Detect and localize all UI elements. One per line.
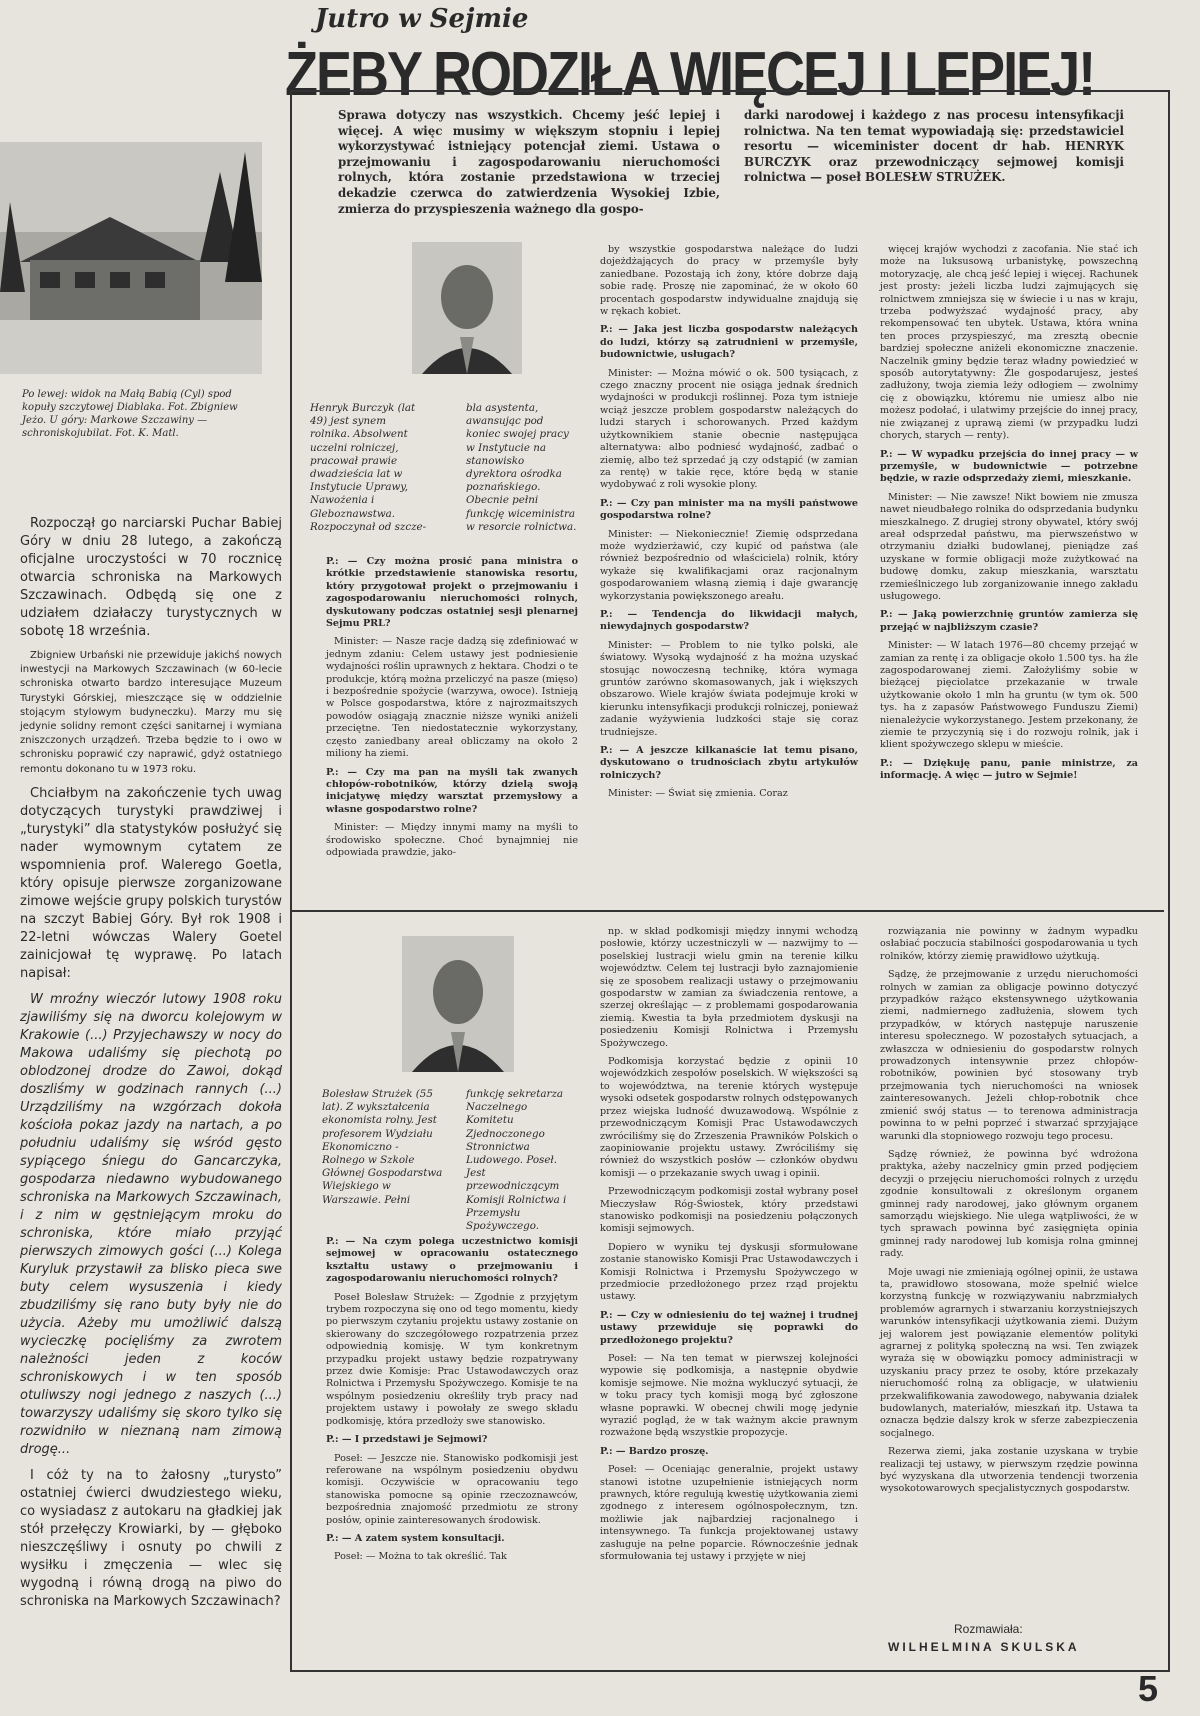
interview1-col2	[600, 244, 858, 807]
burczyk-caption-b: bla asystenta, awansując pod koniec swojej pracy w Instytucie na stanowisko dyrektora ośrodka poznańskiego. Obecnie pełni funkcję wiceministra w resorcie rolnictwa.	[466, 402, 577, 533]
left-text	[20, 515, 282, 1619]
interview2-c3-paragraph: Rezerwa ziemi, jaka zostanie uzyskana w trybie realizacji tej ustawy, w pierwszym rzędzie powinna być wyzyskana dla utworzenia tendencji tworzenia wysokotowarowych specjalistycznych gospodarstw.	[880, 1446, 1138, 1495]
interview1-c2-paragraph: Minister: — Problem to nie tylko polski, ale światowy. Wysoką wydajność z ha można uzyskać stosując nowoczesną technikę, która wymaga gruntów zarówno skomasowanych, jak i większych obszarowo. Wiele krajów świata podejmuje kroki w kierunku intensyfikacji produkcji rolniczej, ponieważ zadanie wyżywienia ludzkości staje się coraz trudniejsze.	[600, 639, 858, 738]
page-title: ŻEBY RODZIŁA WIĘCEJ I LEPIEJ!	[285, 40, 1095, 109]
interview1-c3-paragraph: P.: — W wypadku przejścia do innej pracy — w przemyśle, w budownictwie — potrzebne będzie, w razie odsprzedaży ziemi, mieszkanie.	[880, 448, 1138, 485]
interview2-c3-paragraph: Sądzę, że przejmowanie z urzędu nieruchomości rolnych w zamian za obligacje powinno dotyczyć przypadków rażąco ekstensywnego użytkowania ziemi, nadmiernego zadłużenia, słowem tych przypadków, w których następuje naruszenie interesu społecznego. W pozostałych sytuacjach, a zwłaszcza w odniesieniu do gospodarstw rolnych prowadzonych intensywnie przez chłopów-robotników, powinien być stosowany tryb przejmowania tych nieruchomości na wniosek zainteresowanych. Jeżeli chłop-robotnik chce zmienić swój status — to terenowa administracja powinna to w pełni poprzeć i stwarzać sprzyjające warunki dla stopniowego rozwoju tego procesu.	[880, 969, 1138, 1142]
interview2-c2-paragraph: Przewodniczącym podkomisji został wybrany poseł Mieczysław Róg-Świostek, który przedstawi stanowisko podkomisji na posiedzeniu połączonych komisji sejmowych.	[600, 1186, 858, 1235]
interview1-c2-paragraph: P.: — Jaka jest liczba gospodarstw należących do ludzi, którzy są zatrudnieni w przemyśle, budownictwie, usługach?	[600, 324, 858, 361]
interview1-c2-paragraph: P.: — A jeszcze kilkanaście lat temu pisano, dyskutowano o trudnościach zbytu artykułów rolniczych?	[600, 745, 858, 781]
interview1-c3-paragraph: P.: — Jaką powierzchnię gruntów zamierza się przejąć w najbliższym czasie?	[880, 609, 1138, 633]
interview2-c1-paragraph: P.: — A zatem system konsultacji.	[326, 1532, 505, 1544]
interview2-c1-paragraph: Poseł: — Można to tak określić. Tak	[334, 1551, 507, 1563]
left-p1: Rozpoczął go narciarski Puchar Babiej Góry w dniu 28 lutego, a zakończą oficjalne uroczystości w 70 rocznicę otwarcia schroniska na Markowych Szczawinach. Odbędą się one z udziałem działaczy turystycznych w sobotę 18 września.	[20, 516, 282, 639]
interview2-c2-paragraph: P.: — Bardzo proszę.	[600, 1445, 709, 1457]
left-p3: Chciałbym na zakończenie tych uwag dotyczących turystyki prawdziwej i „turystyki” dla statystyków posłużyć się nader wymownym cytatem ze wspomnienia prof. Walerego Goetla, który opisuje pierwsze zorganizowane zimowe wejście grupy polskich turystów na szczyt Babiej Góry. Był rok 1908 i 22-letni wówczas Walery Goetel zainicjował tę wyprawę. Po latach napisał:	[20, 785, 282, 981]
interview1-c3-paragraph: Minister: — Nie zawsze! Nikt bowiem nie zmusza nawet nieudbałego rolnika do odsprzedania budynku mieszkalnego. Z drugiej strony obywatel, który swój areał odsprzedał państwu, ma pierwszeństwo w otrzymaniu działki budowlanej, pieniądze zaś uzyskane w formie obligacji może zużytkować na budowę domku, zakup mieszkania, warsztatu rzemieślniczego lub zorganizowanie innego zakładu usługowego.	[880, 491, 1139, 602]
interview1-c1-paragraph: Minister: — Między innymi mamy na myśli to środowisko społeczne. Choć bynajmniej nie odpowiada prawdzie, jako-	[326, 822, 578, 858]
interview1-c1-paragraph: P.: — Czy można prosić pana ministra o krótkie przedstawienie stanowiska resortu, który przygotował projekt o przejmowaniu i zagospodarowaniu nieruchomości rolnych, dyskutowany podczas ostatniej sesji plenarnej Sejmu PRL?	[326, 556, 578, 630]
struzek-caption-b: funkcję sekretarza Naczelnego Komitetu Zjednoczonego Stronnictwa Ludowego. Poseł. Jest przewodniczącym Komisji Rolnictwa i Przemysłu Spożywczego.	[466, 1088, 567, 1233]
interview1-col1	[326, 556, 578, 865]
page-number: 5	[1138, 1668, 1159, 1709]
interview2-c3-paragraph: Moje uwagi nie zmieniają ogólnej opinii, że ustawa ta, prawidłowo stosowana, może spełnić wielce korzystną funkcję w rozwiązywaniu nabrzmiałych problemów agrarnych i stwarzaniu korzystniejszych warunków intensyfikacji użytkowania ziemi. Dużym jej walorem jest powiązanie elementów polityki agrarnej z polityką społeczną na wsi. Ten związek wyraża się w obowiązku pomocy administracji w uzyskaniu pracy przez te osoby, które przekazały nieruchomość rolną za obligacje, w ułatwieniu przekwalifikowania zawodowego, nabywania działek budowlanych, materiałów, mieszkań itp. Ustawa ta oznacza będzie dalszy krok w sferze zabezpieczenia socjalnego.	[880, 1266, 1138, 1439]
interview1-c3-paragraph: Minister: — W latach 1976—80 chcemy przejąć w zamian za rentę i za obligacje około 1.500 tys. ha źle zagospodarowanej ziemi. Założyliśmy sobie w bieżącej pięciolatce przekazanie w trwale użytkowanie około 1 mln ha gruntu (w tym ok. 500 tys. ha z zapasów Państwowego Funduszu Ziemi) nienależycie wykorzystanego. Jestem przekonany, że ziemie te przyczynią się i do rozwoju rolnik, jak i klient spożywczego sklepu w mieście.	[880, 640, 1138, 751]
left-p5: I cóż ty na to żałosny „turysto” ostatniej ćwierci dwudziestego wieku, co wysiadasz z autokaru na gładkiej jak stół przełęczy Krowiarki, by — głęboko nieszczęśliwy i osnuty po chwili z wysiłku i zmęczenia — wlec się wygodną i równą drogą na piwo do schroniska na Markowych Szczawinach?	[20, 1467, 282, 1609]
interview2-c2-paragraph: Poseł: — Oceniając generalnie, projekt ustawy stanowi istotne uzupełnienie istniejących norm prawnych, które regulują kwestię użytkowania ziemi zgodnego z interesem ogólnospołecznym, tzn. możliwie jak najbardziej racjonalnego i intensywnego. Ta funkcja projektowanej ustawy zasługuje na pełne poparcie. Równocześnie jednak sformułowania tej ustawy i przyjęte w niej	[600, 1464, 858, 1563]
lead-right: darki narodowej i każdego z nas procesu intensyfikacji rolnictwa. Na ten temat wypowiadają się: przedstawiciel resortu — wiceminister docent dr hab. HENRYK BURCZYK oraz przewodniczący sejmowej komisji rolnictwa — poseł BOLESŁW STRUŻEK.	[744, 108, 1124, 185]
interview2-c3-paragraph: Sądzę również, że powinna być wdrożona praktyka, ażeby naczelnicy gmin przed podjęciem decyzji o przejęciu nieruchomości rolnych z urzędu zgodnie konsultowali z określonym organem gminnej rady narodowej, jako głównym organem samorządu wiejskiego. Nie ulega wątpliwości, że w tych sprawach powinna być zasięgnięta opinia gminnej rady narodowej lub komisja rolna gminnej rady.	[880, 1148, 1138, 1260]
interview2-c1-paragraph: P.: — I przedstawi je Sejmowi?	[326, 1434, 488, 1446]
struzek-caption-a: Bolesław Strużek (55 lat). Z wykształcenia ekonomista rolny. Jest profesorem Wydziału Ekonomiczno - Rolnego w Szkole Głównej Gospodarstwa Wiejskiego w Warszawie. Pełni	[322, 1088, 443, 1206]
interview2-col3	[880, 926, 1138, 1502]
interview1-col2-list	[600, 244, 858, 801]
lead-left: Sprawa dotyczy nas wszystkich. Chcemy jeść lepiej i więcej. A więc musimy w większym stopniu i lepiej wykorzystywać istniejący potencjał ziemi. Ustawa o przejmowaniu i zagospodarowaniu nieruchomości rolnych, która zostanie przedstawiona w trzeciej dekadzie czerwca do zatwierdzenia Wysokiej Izbie, zmierza do przyspieszenia ważnego dla gospo-	[338, 108, 720, 216]
interview2-col2	[600, 926, 858, 1570]
interview1-col1-list	[326, 556, 578, 859]
interview2-col2-list	[600, 926, 858, 1564]
portrait-struzek	[402, 936, 514, 1072]
author: WILHELMINA SKULSKA	[888, 1640, 1080, 1654]
interview1-c2-paragraph: by wszystkie gospodarstwa należące do ludzi dojeżdżających do pracy w przemyśle były zaniedbane. Pozostają ich żony, które dobrze dają sobie radę. Proszę nie zapominać, że w około 60 procentach gospodarstw indywidualne znajdują się w rękach kobiet.	[600, 244, 858, 318]
interview2-c1-paragraph: Poseł: — Jeszcze nie. Stanowisko podkomisji jest referowane na wspólnym posiedzeniu obydwu komisji. Oczywiście w opracowaniu tego stanowiska pomocne są opinie rzeczoznawców, bezpośrednia znajomość przedmiotu ze strony posłów, opinie zainteresowanych środowisk.	[326, 1452, 578, 1526]
portrait-burczyk	[412, 242, 522, 374]
interview2-c2-paragraph: Dopiero w wyniku tej dyskusji sformułowane zostanie stanowisko Komisji Prac Ustawodawczych i Komisji Rolnictwa i Przemysłu Spożywczego w przedmiocie przedłożonego przez rząd projektu ustawy.	[600, 1241, 858, 1303]
interview1-c1-paragraph: P.: — Czy ma pan na myśli tak zwanych chłopów-robotników, którzy dzielą swoją inicjatywę między warsztat przemysłowy a własne gospodarstwo rolne?	[326, 766, 578, 815]
interview2-col3-list	[880, 926, 1138, 1496]
interview1-col3	[880, 244, 1138, 789]
left-p2: Zbigniew Urbański nie przewiduje jakichś nowych inwestycji na Markowych Szczawinach (w 60-lecie schroniska otwarto bardzo interesujące Muzeum Turystyki Górskiej, mieszczące się w oddzielnie stojącym stylowym budyneczku). Marzy mu się jedynie solidny remont części sanitarnej i wymiana zniszczonych urządzeń. Trzeba będzie to i owo w schronisku poprawić czy naprawić, gdyż ostatniego remontu dokonano tu w 1973 roku.	[20, 650, 282, 775]
interview1-c2-paragraph: P.: — Tendencja do likwidacji małych, niewydajnych gospodarstw?	[600, 608, 858, 633]
left-p4: W mroźny wieczór lutowy 1908 roku zjawiliśmy się na dworcu kolejowym w Krakowie (...) Przyjechawszy w nocy do Makowa udaliśmy się piechotą po oblodzonej drodze do Zawoi, dokąd doszliśmy w godzinach rannych (...) Urządziliśmy na wzgórzach dokoła kościoła pokaz jazdy na nartach, a po południu udaliśmy się wśród gęsto sypiącego śniegu do Gancarczyka, gospodarza niedawno wybudowanego schroniska na Markowych Szczawinach, i z nim w gęstniejącym mroku do schroniska, które miało przyjąć pierwszych zimowych gości (...) Kolega Kuryluk przystawił za blisko pieca swe buty celem wysuszenia i kiedy zbudziliśmy się rano buty były nie do użycia. Ażeby mu umożliwić dalszą wycieczkę pocięliśmy za zwrotem należności jeden z koców schroniskowych i w ten sposób otuliwszy nogi jednego z naszych (...) towarzyszy udaliśmy się skoro tylko się rozwidniło w nieznaną nam zimową drogę...	[20, 991, 282, 1457]
interview2-col1-list	[326, 1236, 578, 1564]
interview1-c2-paragraph: Minister: — Niekoniecznie! Ziemię odsprzedana może wydzierżawić, czy kupić od państwa (ale również bezpośrednio od właściciela) rolnik, który wykaże się kwalifikacjami oraz racjonalnym gospodarowaniem własną ziemią i daje gwarancję wykorzystania powiększonego areału.	[600, 528, 858, 602]
interview2-c1-paragraph: P.: — Na czym polega uczestnictwo komisji sejmowej w opracowaniu ostatecznego kształtu ustawy o przejmowaniu i zagospodarowaniu nieruchomości rolnych?	[326, 1236, 578, 1285]
interview1-c2-paragraph: P.: — Czy pan minister ma na myśli państwowe gospodarstwa rolne?	[600, 497, 858, 522]
interview2-col1	[326, 1236, 578, 1570]
interview1-c3-paragraph: P.: — Dziękuję panu, panie ministrze, za informację. A więc — jutro w Sejmie!	[880, 757, 1138, 782]
kicker: Jutro w Sejmie	[315, 4, 529, 34]
interview2-c3-paragraph: rozwiązania nie powinny w żadnym wypadku osłabiać poczucia stabilności gospodarowania u tych rolników, którzy ziemię prawidłowo użytkują.	[880, 926, 1138, 962]
interview1-c2-paragraph: Minister: — Można mówić o ok. 500 tysiącach, z czego znaczny procent nie osiąga jednak średnich wydajności w produkcji roślinnej. Poza tym istnieje wciąż jeszcze problem gospodarstw należących do ludzi starych i schorowanych. Przed każdym użytkownikiem stanie obecnie następująca alternatywa: albo podniesć wydajność, zadbać o ziemię, albo też sprzedać ją czy odstąpić (w zamian za rentę) w takie ręce, które będą w stanie wydobywać z roli wysokie plony.	[600, 367, 858, 491]
interview2-c2-paragraph: Poseł: — Na ten temat w pierwszej kolejności wypowie się podkomisja, a następnie obydwie komisje sejmowe. Nie można wykluczyć sytuacji, że w toku pracy tych komisji mogą być zgłoszone własne poprawki. W obecnej chwili mogę jedynie wyrazić pogląd, że w tak ważnym akcie prawnym rozważone będą wszystkie propozycje.	[600, 1353, 858, 1439]
interview1-c3-paragraph: więcej krajów wychodzi z zacofania. Nie stać ich może na luksusową urbanistykę, powszechną motoryzację, ale chcą jeść lepiej i więcej. Rachunek jest prosty: jeżeli liczba ludzi zajmujących się rolnictwem zmniejsza się w świecie i u nas w kraju, trzeba podwyższać wydajność pracy, aby rekompensować ten ubytek. Ustawa, która wnina ten proces przyspieszyć, ma zresztą obecnie bardziej społeczne aniżeli ekonomiczne znaczenie. Naczelnik gminy będzie teraz władny powiedzieć w sposób autorytatywny: Źle gospodarujesz, jesteś zadłużony, twoja ziemia leży odłogiem — zwolnimy cię z obowiązku, któremu nie umiesz albo nie możesz podołać, i ulatwimy przejście do innej pracy, nie związanej z uprawą ziemi (w przypadku ludzi chorych, starych — renty).	[880, 244, 1138, 442]
interview1-c1-paragraph: Minister: — Nasze racje dadzą się zdefiniować w jednym zdaniu: Celem ustawy jest podniesienie wydajności roślin uprawnych z hektara. Chodzi o te produkcje, którą można przeliczyć na pasze (mięso) i bezpośrednie spożycie (warzywa, owoce). Istnieją w Polsce gospodarstwa, które z najrozmaitszych powodów osiągają znacznie niższe wyniki aniżeli przeciętne. Ten niedostatecznie wykorzystany, często zaniedbany areał obliczamy na około 2 miliony ha ziemi.	[326, 636, 578, 760]
burczyk-caption-a: Henryk Burczyk (lat 49) jest synem rolnika. Absolwent uczelni rolniczej, pracował prawie dwadzieścia lat w Instytucie Uprawy, Nawożenia i Gleboznawstwa. Rozpoczynał od szcze-	[310, 402, 427, 533]
interview2-c2-paragraph: np. w skład podkomisji między innymi wchodzą posłowie, którzy uczestniczyli w — nazwijmy to — poselskiej lustracji wielu gmin na terenie kilku województw. Celem tej lustracji było zaznajomienie się ze sposobem realizacji ustawy o przejmowaniu gospodarstw w zamian za świadczenia rentowe, a szerzej określając — z problemami gospodarowania ziemią. Kwestia ta była przedmiotem dyskusji na posiedzeniu Komisji Rolnictwa i Przemysłu Spożywczego.	[600, 926, 858, 1049]
interview1-c2-paragraph: Minister: — Świat się zmienia. Coraz	[608, 788, 788, 800]
interview1-col3-list	[880, 244, 1138, 783]
interview2-c2-paragraph: P.: — Czy w odniesieniu do tej ważnej i trudnej ustawy przewiduje się poprawki do przedłożonego projektu?	[600, 1309, 858, 1346]
photo-schronisko	[0, 142, 262, 374]
divider	[292, 910, 1164, 912]
signoff: Rozmawiała:	[954, 1622, 1023, 1636]
interview2-c2-paragraph: Podkomisja korzystać będzie z opinii 10 wojewódzkich zespołów poselskich. W większości są to województwa, na terenie których występuje wysoki odsetek gospodarstw rolnych odstępowanych przez wiejska ludność dwuzawodową. Wspólnie z przewodniczącym Komisji Prac Ustawodawczych zwróciliśmy się do Zrzeszenia Prawników Polskich o zaopiniowanie projektu ustawy. Zwróciliśmy się również do wszystkich posłów — członków obydwu komisji — o przekazanie swych uwag i opinii.	[600, 1056, 858, 1179]
interview2-c1-paragraph: Poseł Bolesław Strużek: — Zgodnie z przyjętym trybem rozpoczyna się ono od tego momentu, kiedy po pierwszym czytaniu projektu ustawy zostanie on skierowany do szczegółowego rozpatrzenia przez odpowiednią komisję. W tym konkretnym przypadku projekt ustawy będzie rozpatrywany przez dwie Komisje: Prac Ustawodawczych oraz Rolnictwa i Przemysłu Spożywczego. Komisje te na wspólnym posiedzeniu określiły tryb pracy nad projektem ustawy i powołały ze swego składu podkomisję, która przedłoży swe stanowisko.	[326, 1291, 578, 1427]
photo-caption: Po lewej: widok na Małą Babią (Cyl) spod kopuły szczytowej Diablaka. Fot. Zbigniew Jeżo. U góry: Markowe Szczawiny — schroniskojubilat. Fot. K. Matl.	[22, 389, 238, 439]
